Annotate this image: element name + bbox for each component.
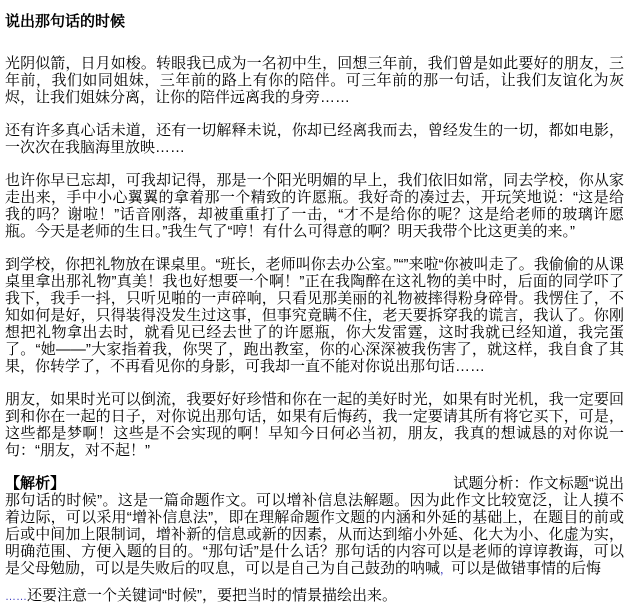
essay-paragraph-5: 朋友，如果时光可以倒流，我要好好珍惜和你在一起的美好时光，如果有时光机，我一定要回到和你在一起的日子，对你说出那句话，如果有后悔药，我一定要请其所有将它买下，可是，这些都是梦啊！这些是不会实现的啊！早知今日何必当初，朋友，我真的想诚恳的对你说一句：“朋友，对不起！”: [5, 391, 624, 459]
essay-paragraph-2: 还有许多真心话未道，还有一切解释未说，你却已经离我而去，曾经发生的一切，都如电影，一次次在我脑海里放映……: [5, 122, 624, 156]
analysis-blue-ellipsis: ……: [5, 591, 27, 603]
analysis-blue-comma: ，: [440, 564, 452, 576]
analysis-closing-line: [5, 587, 624, 606]
analysis-body-text-2: 可以是做错事情的后悔: [451, 560, 602, 577]
essay-paragraph-4: 到学校，你把礼物放在课桌里。“班长，老师叫你去办公室。”“”来啦“你被叫走了。我偷偷的从课桌里拿出那礼物”真美！我也好想要一个啊！”正在我陶醉在这礼物的美中时，后面的同学吓了我下，我手一抖，只听见啪的一声碎响，只看见那美丽的礼物被摔得粉身碎骨。我愣住了，不知如何是好，只得装得没发生过这事，但事究竟瞒不住，老天要拆穿我的谎言，我认了。你刚想把礼物拿出去时，就看见已经去世了的许愿瓶，你大发雷霆，这时我就已经知道，我完蛋了。“她――”大家指着我，你哭了，跑出教室，你的心深深被我伤害了，就这样，我自食了其果，你转学了，不再看见你的身影，可我却一直不能对你说出那句话……: [5, 256, 624, 375]
essay-paragraph-1: 光阴似箭，日月如梭。转眼我已成为一名初中生，回想三年前，我们曾是如此要好的朋友，三年前，我们如同姐妹，三年前的路上有你的陪伴。可三年前的那一句话，让我们友谊化为灰烬，让我们姐妹分离，让你的陪伴远离我的身旁……: [5, 55, 624, 106]
analysis-closing-text: 还要注意一个关键词“时候”，要把当时的情景描绘出来。: [27, 587, 397, 604]
essay-paragraph-3: 也许你早已忘却，可我却记得，那是一个阳光明媚的早上，我们依旧如常，同去学校，你从家走出来，手中小心翼翼的拿着那一个精致的许愿瓶。我好奇的凑过去，开玩笑地说：“这是给我的吗？谢啦！”话音刚落，却被重重打了一击，“才不是给你的呢？这是给老师的玻璃许愿瓶。今天是老师的生日。”我生气了“哼！有什么可得意的啊？明天我带个比这更美的来。”: [5, 172, 624, 240]
analysis-body-text: 试题分析：作文标题“说出那句话的时候”。这是一篇命题作文。可以增补信息法解题。因为此作文比较宽泛，让人摸不着边际，可以采用“增补信息法”，即在理解命题作文题的内涵和外延的基础上，在题目的前或后或中间加上限制词，增补新的信息或新的因素，从而达到缩小外延、化大为小、化虚为实，明确范围、方便入题的目的。“那句话”是什么话？那句话的内容可以是老师的谆谆教诲，可以是父母勉励，可以是失败后的叹息，可以是自己为自己鼓劲的呐喊: [5, 475, 624, 577]
essay-title: 说出那句话的时候: [5, 13, 126, 30]
analysis-label: 【解析】: [5, 475, 66, 492]
analysis-paragraph: [5, 475, 624, 579]
analysis-gap-spacer: [65, 487, 453, 488]
analysis-section: [5, 475, 624, 606]
